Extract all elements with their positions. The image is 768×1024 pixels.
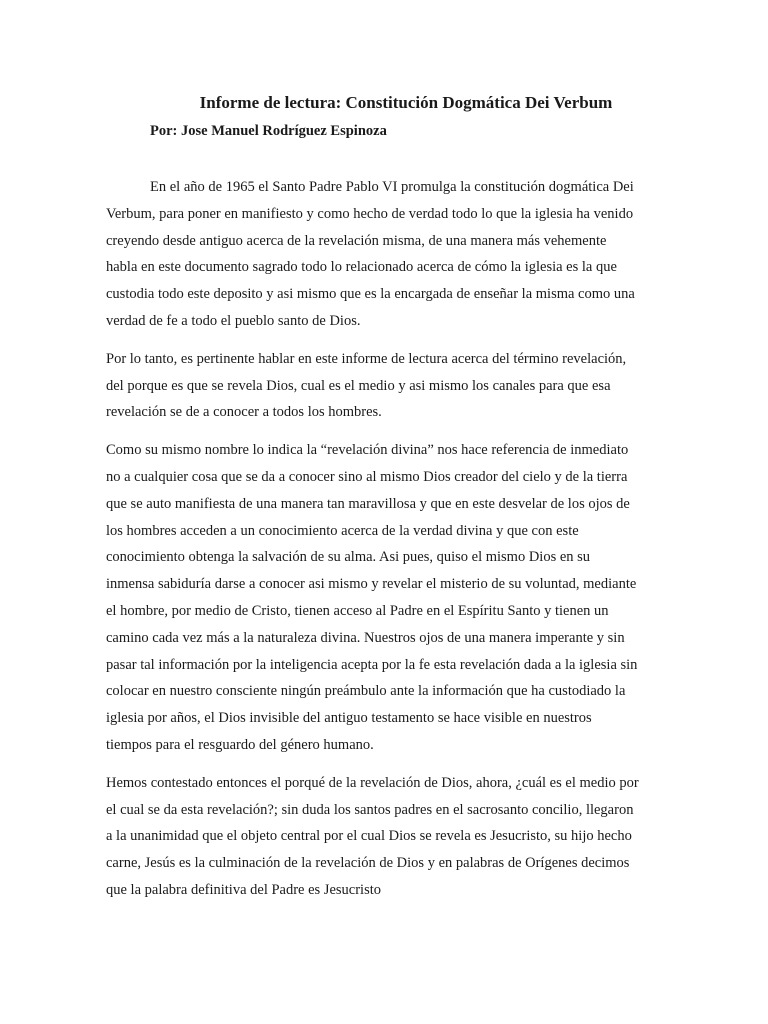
text-line: inmensa sabiduría darse a conocer asi mismo y revelar el misterio de su voluntad, mediante xyxy=(106,576,637,593)
document-body xyxy=(106,174,666,915)
text-line: custodia todo este deposito y asi mismo que es la encargada de enseñar la misma como una xyxy=(106,286,635,303)
text-line: que la palabra definitiva del Padre es Jesucristo xyxy=(106,881,381,898)
document-title: Informe de lectura: Constitución Dogmática Dei Verbum xyxy=(199,93,613,112)
text-line: los hombres acceden a un conocimiento acerca de la verdad divina y que con este xyxy=(106,522,579,539)
paragraph xyxy=(106,346,666,426)
text-line: pasar tal información por la inteligencia acepta por la fe esta revelación dada a la iglesia sin xyxy=(106,656,638,673)
text-line: a la unanimidad que el objeto central por el cual Dios se revela es Jesucristo, su hijo hecho xyxy=(106,828,632,845)
text-line: del porque es que se revela Dios, cual es el medio y asi mismo los canales para que esa xyxy=(106,377,611,394)
text-line: colocar en nuestro consciente ningún preámbulo ante la información que ha custodiado la xyxy=(106,683,626,700)
text-line: Hemos contestado entonces el porqué de la revelación de Dios, ahora, ¿cuál es el medio por xyxy=(106,774,639,791)
paragraph xyxy=(106,770,666,904)
text-line: Por lo tanto, es pertinente hablar en este informe de lectura acerca del término revelación, xyxy=(106,350,627,367)
text-line: conocimiento obtenga la salvación de su alma. Asi pues, quiso el mismo Dios en su xyxy=(106,549,591,566)
text-line: En el año de 1965 el Santo Padre Pablo VI promulga la constitución dogmática Dei xyxy=(150,179,634,195)
document-author: Por: Jose Manuel Rodríguez Espinoza xyxy=(150,123,387,139)
text-line: habla en este documento sagrado todo lo relacionado acerca de cómo la iglesia es la que xyxy=(106,259,617,276)
text-line: Como su mismo nombre lo indica la “revelación divina” nos hace referencia de inmediato xyxy=(106,442,629,459)
text-line: camino cada vez más a la naturaleza divina. Nuestros ojos de una manera imperante y sin xyxy=(106,629,625,646)
text-line: revelación se de a conocer a todos los hombres. xyxy=(106,404,382,421)
paragraph xyxy=(106,437,666,759)
text-line: Verbum, para poner en manifiesto y como hecho de verdad todo lo que la iglesia ha venido xyxy=(106,205,634,222)
text-line: el cual se da esta revelación?; sin duda los santos padres en el sacrosanto concilio, llegaron xyxy=(106,801,634,818)
text-line: carne, Jesús es la culminación de la revelación de Dios y en palabras de Orígenes decimos xyxy=(106,855,630,872)
paragraph xyxy=(106,174,666,335)
text-line: no a cualquier cosa que se da a conocer sino al mismo Dios creador del cielo y de la tierra xyxy=(106,468,628,485)
text-line: iglesia por años, el Dios invisible del antiguo testamento se hace visible en nuestros xyxy=(106,710,592,727)
text-line: tiempos para el resguardo del género humano. xyxy=(106,736,374,753)
text-line: creyendo desde antiguo acerca de la revelación misma, de una manera más vehemente xyxy=(106,232,607,249)
text-line: el hombre, por medio de Cristo, tienen acceso al Padre en el Espíritu Santo y tienen un xyxy=(106,602,609,619)
text-line: que se auto manifiesta de una manera tan maravillosa y que en este desvelar de los ojos de xyxy=(106,495,630,512)
text-line: verdad de fe a todo el pueblo santo de Dios. xyxy=(106,312,361,329)
